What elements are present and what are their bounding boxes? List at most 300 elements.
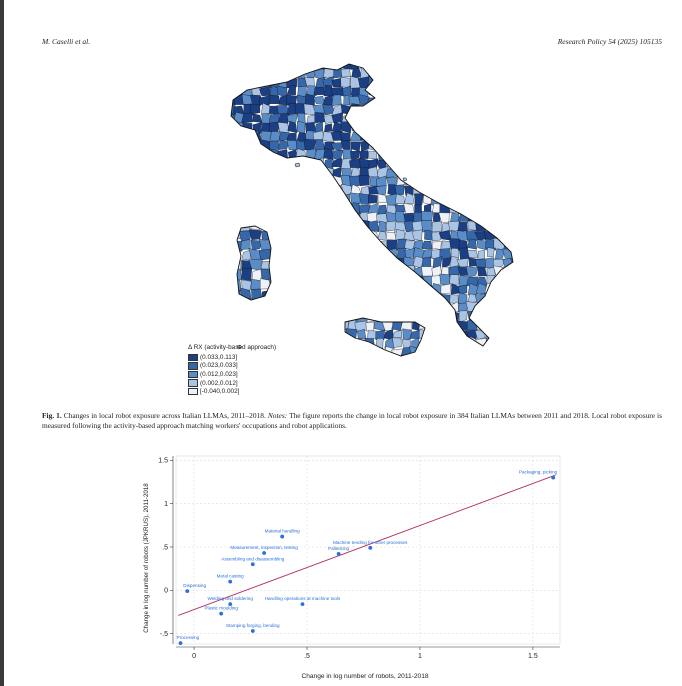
llma-region: [476, 176, 487, 187]
llma-region: [359, 256, 368, 268]
llma-region: [505, 187, 514, 196]
llma-region: [487, 212, 496, 222]
llma-region: [349, 302, 361, 313]
llma-region: [277, 292, 287, 303]
llma-region: [476, 121, 484, 132]
llma-region: [350, 339, 361, 350]
llma-region: [269, 295, 279, 304]
llma-region: [440, 274, 450, 286]
llma-region: [485, 348, 497, 357]
llma-region: [334, 266, 343, 275]
llma-region: [449, 168, 460, 176]
caption-title-text: Changes in local robot exposure across Italian LLMAs, 2011–2018.: [61, 411, 268, 420]
llma-region: [224, 69, 235, 80]
llma-region: [514, 312, 524, 320]
llma-region: [378, 310, 388, 321]
llma-region: [324, 257, 334, 268]
llma-region: [431, 60, 442, 70]
llma-region: [315, 220, 325, 230]
llma-region: [494, 320, 503, 329]
llma-region: [269, 291, 283, 301]
llma-region: [261, 330, 269, 340]
llma-region: [432, 241, 441, 249]
llma-region: [224, 311, 235, 322]
llma-region: [439, 86, 449, 95]
llma-region: [486, 113, 496, 124]
llma-region: [242, 311, 252, 321]
llma-region: [494, 61, 504, 70]
llma-region: [377, 131, 387, 141]
llma-region: [423, 87, 432, 96]
llma-region: [478, 347, 487, 358]
llma-region: [316, 313, 324, 320]
llma-region: [270, 312, 280, 322]
llma-region: [415, 106, 424, 115]
llma-region: [396, 284, 406, 295]
llma-region: [393, 330, 402, 338]
llma-region: [423, 60, 432, 69]
llma-region: [251, 60, 262, 71]
llma-region: [422, 211, 434, 221]
llma-region: [431, 321, 442, 332]
llma-region: [242, 60, 251, 70]
llma-region: [251, 328, 262, 339]
llma-region: [466, 346, 478, 358]
llma-region: [278, 238, 290, 249]
llma-region: [387, 95, 397, 106]
llma-region: [485, 69, 496, 79]
llma-region: [251, 186, 262, 195]
llma-region: [386, 105, 396, 114]
data-point-label: Stamping forging, bending: [225, 623, 280, 629]
llma-region: [413, 60, 424, 70]
data-point-label: Dispensing: [183, 583, 207, 589]
llma-region: [332, 340, 342, 349]
llma-region: [314, 265, 325, 276]
llma-region: [352, 123, 359, 132]
llma-region: [396, 70, 406, 77]
caption-figure-label: Fig. 1.: [42, 411, 62, 420]
llma-region: [441, 149, 452, 160]
llma-region: [260, 302, 270, 313]
llma-region: [243, 212, 252, 224]
llma-region: [224, 249, 234, 259]
llma-region: [503, 121, 512, 132]
llma-region: [393, 356, 403, 366]
llma-region: [324, 348, 334, 358]
llma-region: [439, 67, 450, 78]
llma-region: [449, 338, 460, 350]
llma-region: [322, 248, 333, 259]
llma-region: [350, 114, 362, 123]
llma-region: [412, 160, 422, 168]
llma-region: [250, 150, 261, 158]
data-point-label: Processing: [176, 635, 200, 641]
llma-region: [511, 221, 522, 231]
llma-region: [392, 338, 401, 348]
llma-region: [440, 194, 450, 204]
llma-region: [252, 77, 263, 88]
llma-region: [404, 213, 415, 222]
llma-region: [495, 284, 504, 296]
llma-region: [513, 267, 524, 277]
llma-region: [340, 338, 352, 348]
llma-region: [331, 330, 343, 340]
llma-region: [342, 294, 352, 304]
llma-region: [412, 338, 420, 348]
llma-region: [288, 312, 296, 322]
llma-region: [386, 293, 397, 304]
llma-region: [322, 311, 334, 322]
llma-region: [225, 294, 236, 304]
llma-region: [386, 232, 396, 240]
llma-region: [378, 205, 387, 214]
llma-region: [297, 320, 308, 332]
llma-region: [511, 77, 523, 87]
llma-region: [230, 231, 241, 240]
llma-region: [503, 311, 513, 322]
llma-region: [338, 358, 348, 366]
llma-region: [356, 355, 367, 367]
llma-region: [243, 301, 253, 313]
llma-region: [333, 311, 343, 322]
scatter-canvas: [140, 448, 580, 686]
llma-region: [377, 139, 389, 151]
llma-region: [430, 295, 440, 303]
llma-region: [406, 311, 415, 320]
llma-region: [368, 293, 379, 303]
llma-region: [431, 186, 443, 195]
llma-region: [374, 348, 384, 356]
llma-region: [476, 310, 487, 320]
llma-region: [424, 166, 433, 177]
llma-region: [460, 169, 468, 178]
llma-region: [346, 358, 356, 365]
llma-region: [511, 303, 522, 311]
data-point-label: Welding and soldering: [207, 596, 253, 602]
llma-region: [332, 320, 342, 330]
llma-region: [512, 320, 524, 329]
llma-region: [379, 221, 387, 232]
llma-region: [242, 250, 251, 261]
llma-region: [269, 194, 280, 203]
llma-region: [278, 330, 289, 339]
llma-region: [386, 139, 396, 152]
llma-region: [333, 212, 343, 223]
llma-region: [396, 303, 405, 311]
figure-caption: [42, 411, 662, 432]
llma-region: [503, 294, 514, 304]
llma-region: [288, 177, 297, 188]
llma-region: [279, 347, 290, 359]
llma-region: [223, 86, 234, 97]
llma-region: [513, 131, 522, 141]
llma-region: [512, 247, 523, 258]
llma-region: [313, 239, 325, 251]
llma-region: [514, 106, 522, 115]
llma-region: [235, 195, 244, 203]
llma-region: [234, 213, 242, 224]
llma-region: [316, 274, 324, 285]
llma-region: [297, 194, 307, 206]
llma-region: [295, 61, 306, 70]
llma-region: [289, 240, 298, 250]
llma-region: [396, 266, 404, 277]
llma-region: [485, 202, 496, 211]
data-point: [251, 629, 255, 633]
llma-region: [476, 320, 487, 330]
llma-region: [493, 330, 505, 340]
llma-region: [414, 123, 423, 132]
llma-region: [449, 196, 459, 205]
llma-region: [315, 186, 325, 196]
llma-region: [376, 248, 386, 258]
llma-region: [451, 149, 460, 159]
llma-region: [241, 177, 251, 186]
llma-region: [234, 168, 244, 179]
llma-region: [485, 150, 496, 160]
llma-region: [323, 96, 333, 106]
llma-region: [305, 194, 315, 205]
llma-region: [478, 267, 487, 276]
llma-region: [341, 248, 351, 257]
llma-region: [269, 204, 280, 214]
llma-region: [467, 60, 477, 70]
llma-region: [368, 195, 377, 204]
llma-region: [331, 292, 343, 303]
llma-region: [458, 140, 468, 151]
llma-region: [451, 88, 460, 97]
llma-region: [351, 167, 360, 177]
llma-region: [232, 250, 241, 261]
llma-region: [387, 76, 396, 87]
llma-region: [261, 60, 272, 70]
llma-region: [440, 78, 451, 88]
llma-region: [418, 312, 431, 321]
llma-region: [503, 302, 513, 313]
llma-region: [233, 159, 244, 169]
llma-region: [224, 329, 236, 339]
llma-region: [322, 320, 333, 331]
llma-region: [514, 230, 524, 241]
legend-swatch: [188, 371, 198, 379]
llma-region: [350, 222, 362, 232]
llma-region: [315, 302, 324, 313]
llma-region: [369, 347, 378, 357]
llma-region: [314, 250, 323, 259]
llma-region: [401, 320, 413, 330]
data-point-label: Packaging, picking: [518, 469, 558, 475]
llma-region: [325, 239, 333, 250]
llma-region: [260, 194, 268, 204]
llma-region: [286, 221, 298, 233]
llma-region: [325, 294, 333, 303]
llma-region: [467, 203, 477, 212]
llma-region: [314, 87, 325, 95]
llma-region: [369, 286, 378, 294]
llma-region: [233, 141, 242, 152]
llma-region: [410, 358, 421, 366]
llma-region: [350, 213, 360, 223]
llma-region: [288, 184, 297, 195]
llma-region: [378, 114, 387, 123]
llma-region: [223, 230, 235, 241]
llma-region: [431, 175, 440, 187]
llma-region: [427, 311, 439, 322]
llma-region: [225, 302, 235, 314]
llma-region: [359, 302, 370, 312]
llma-region: [350, 249, 361, 258]
llma-region: [378, 259, 388, 266]
llma-region: [441, 140, 451, 149]
llma-region: [224, 320, 235, 330]
llma-region: [342, 303, 352, 313]
llma-region: [278, 268, 289, 276]
llma-region: [377, 293, 388, 304]
llma-region: [449, 159, 459, 169]
llma-region: [251, 202, 262, 214]
llma-region: [368, 310, 378, 320]
llma-region: [251, 212, 262, 221]
llma-region: [338, 347, 348, 358]
llma-region: [297, 249, 307, 258]
llma-region: [233, 185, 243, 196]
llma-region: [299, 339, 308, 350]
llma-region: [487, 176, 495, 187]
llma-region: [369, 151, 377, 159]
llma-region: [333, 348, 343, 357]
llma-region: [469, 142, 478, 152]
llma-region: [315, 229, 325, 240]
llma-region: [233, 311, 245, 322]
llma-region: [513, 177, 523, 186]
llma-region: [268, 167, 278, 178]
llma-region: [365, 338, 375, 348]
llma-region: [306, 185, 317, 197]
llma-region: [457, 185, 468, 195]
x-tick-label: 1: [417, 653, 422, 660]
llma-region: [270, 241, 279, 249]
data-point: [179, 641, 183, 645]
llma-region: [459, 346, 468, 358]
llma-region: [304, 139, 316, 150]
llma-region: [289, 196, 297, 206]
llma-region: [486, 220, 495, 231]
llma-region: [324, 338, 334, 350]
llma-region: [314, 329, 324, 340]
llma-region: [278, 312, 289, 321]
llma-region: [368, 104, 378, 115]
llma-region: [429, 331, 437, 340]
llma-region: [485, 321, 496, 329]
llma-region: [505, 132, 514, 141]
llma-region: [269, 300, 283, 310]
llma-region: [296, 167, 306, 178]
llma-region: [323, 231, 333, 240]
llma-region: [260, 68, 269, 78]
llma-region: [280, 203, 289, 213]
llma-region: [440, 347, 450, 358]
llma-region: [468, 311, 478, 321]
llma-region: [287, 285, 298, 295]
llma-region: [359, 175, 370, 186]
llma-region: [331, 257, 343, 268]
llma-region: [386, 130, 397, 142]
llma-region: [511, 284, 522, 296]
llma-region: [296, 348, 307, 358]
y-tick-label: .5: [162, 544, 168, 552]
llma-region: [395, 60, 406, 69]
llma-region: [278, 67, 289, 79]
llma-region: [404, 266, 416, 275]
llma-region: [261, 204, 269, 214]
llma-region: [297, 223, 307, 232]
llma-region: [325, 196, 334, 205]
llma-region: [333, 240, 343, 251]
llma-region: [287, 202, 298, 213]
llma-region: [476, 106, 487, 116]
llma-region: [297, 176, 305, 187]
llma-region: [316, 348, 325, 358]
llma-region: [233, 330, 243, 341]
llma-region: [253, 114, 262, 123]
llma-region: [270, 177, 279, 188]
llma-region: [410, 312, 420, 322]
llma-region: [272, 239, 281, 250]
llma-region: [423, 112, 434, 122]
llma-region: [406, 141, 415, 151]
llma-region: [512, 196, 523, 205]
llma-region: [305, 167, 317, 179]
llma-region: [304, 223, 314, 233]
llma-region: [502, 319, 512, 331]
llma-region: [374, 312, 384, 321]
llma-region: [350, 348, 360, 357]
llma-region: [486, 194, 496, 205]
data-point-label: Machine tending for other processes: [333, 539, 408, 545]
llma-region: [287, 302, 297, 313]
llma-region: [280, 230, 289, 240]
llma-region: [250, 175, 260, 187]
running-header-journal: Research Policy 54 (2025) 105135: [557, 37, 662, 46]
llma-region: [513, 240, 521, 250]
legend-items: [188, 353, 276, 396]
caption-notes-text: The figure reports the change in local robot exposure in 384 Italian LLMAs between 2011 and 2018. Local robot exposure is measured following the activity-based approach matching workers' occupations and robot applications.: [42, 411, 662, 431]
llma-region: [494, 114, 505, 124]
llma-region: [449, 97, 459, 105]
llma-region: [468, 79, 477, 88]
llma-region: [387, 114, 398, 124]
llma-region: [341, 286, 353, 295]
llma-region: [404, 158, 414, 169]
llma-region: [431, 349, 442, 358]
llma-region: [458, 121, 469, 133]
llma-region: [307, 250, 317, 258]
caption-notes-label: Notes:: [267, 411, 288, 420]
data-point: [251, 562, 255, 566]
llma-region: [359, 268, 371, 277]
llma-region: [503, 194, 512, 205]
llma-region: [296, 239, 305, 248]
llma-region: [352, 238, 360, 249]
llma-region: [350, 293, 361, 305]
llma-region: [414, 194, 423, 205]
llma-region: [448, 67, 459, 78]
llma-region: [224, 277, 234, 286]
llma-region: [323, 221, 335, 232]
llma-region: [397, 294, 406, 304]
llma-region: [401, 355, 412, 366]
